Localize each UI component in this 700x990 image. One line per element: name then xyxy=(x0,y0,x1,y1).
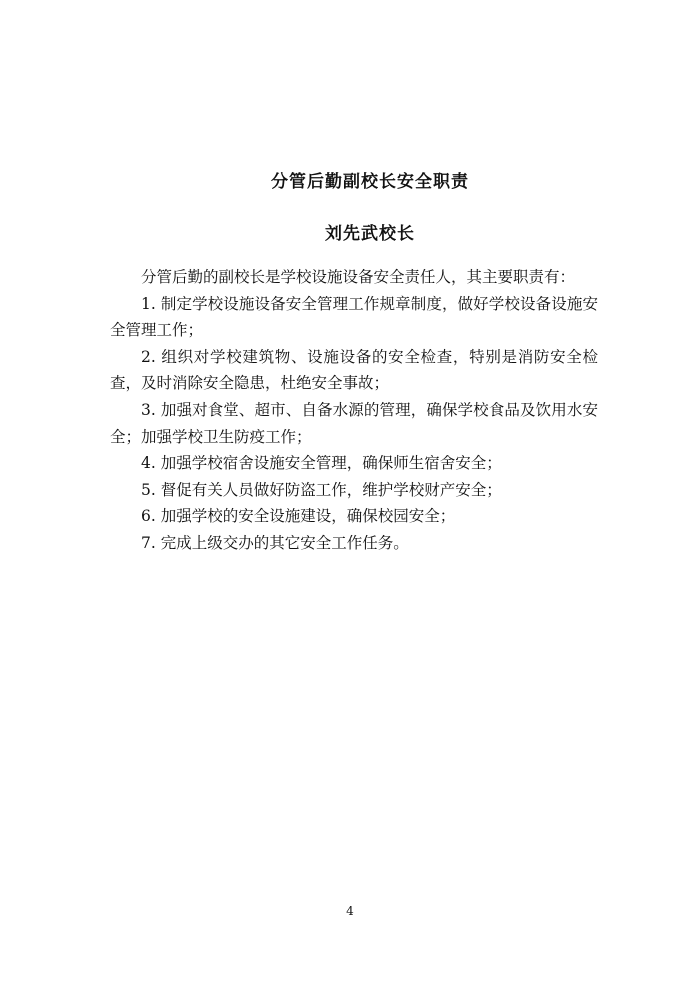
duty-item-6: 6. 加强学校的安全设施建设，确保校园安全； xyxy=(141,507,456,526)
duty-item-4: 4. 加强学校宿舍设施安全管理，确保师生宿舍安全； xyxy=(141,454,502,473)
document-author: 刘先武校长 xyxy=(325,224,415,244)
duty-item-7: 7. 完成上级交办的其它安全工作任务。 xyxy=(141,533,409,552)
duty-item-1: 1. 制定学校设施设备安全管理工作规章制度，做好学校设备设施安全管理工作； xyxy=(110,294,598,340)
page-number: 4 xyxy=(346,904,354,918)
duty-item-3: 3. 加强对食堂、超市、自备水源的管理，确保学校食品及饮用水安全；加强学校卫生防疫工作； xyxy=(110,400,598,446)
duty-item-2: 2. 组织对学校建筑物、设施设备的安全检查，特别是消防安全检查，及时消除安全隐患，杜绝安全事故； xyxy=(110,347,598,393)
document-title: 分管后勤副校长安全职责 xyxy=(271,172,469,192)
document-body xyxy=(110,264,598,557)
duty-item-5: 5. 督促有关人员做好防盗工作，维护学校财产安全； xyxy=(141,480,502,499)
intro-paragraph: 分管后勤的副校长是学校设施设备安全责任人，其主要职责有： xyxy=(141,268,576,286)
